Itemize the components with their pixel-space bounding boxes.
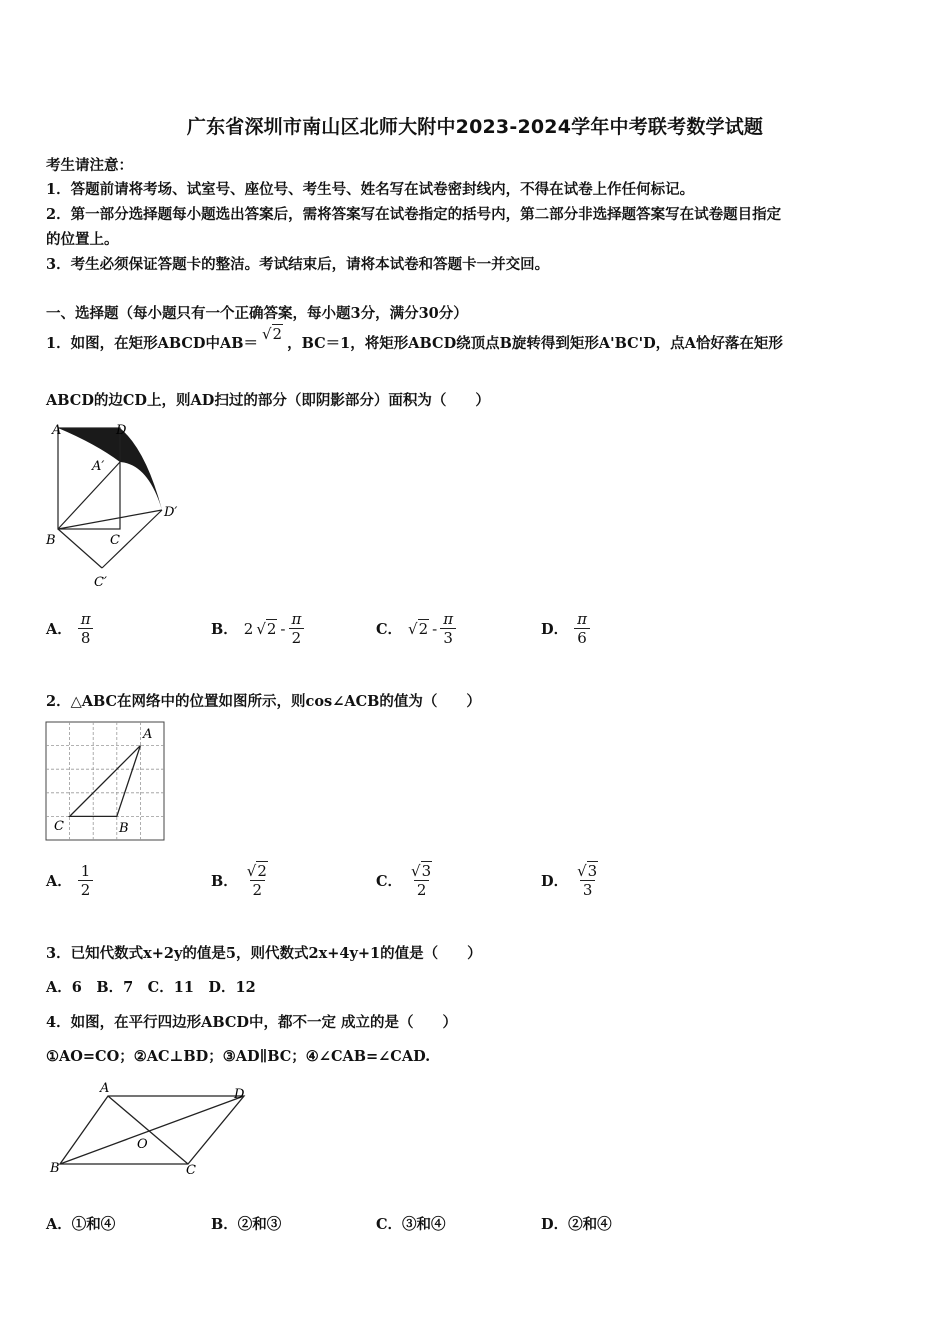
label-c: C bbox=[186, 1163, 196, 1178]
q4-option-c[interactable]: C．③和④ bbox=[376, 1216, 446, 1233]
label-a-prime: A′ bbox=[92, 459, 105, 474]
fraction: $\frac{√3}{2}$ bbox=[411, 862, 432, 899]
q4-option-a[interactable]: A．①和④ bbox=[46, 1216, 116, 1233]
label-c: C bbox=[54, 819, 64, 834]
q2-option-d[interactable] bbox=[541, 862, 601, 899]
q4-option-b[interactable]: B．②和③ bbox=[211, 1216, 282, 1233]
q1-figure bbox=[44, 420, 194, 590]
fraction: $\frac{1}{2}$ bbox=[78, 862, 94, 899]
label-a: A bbox=[143, 727, 153, 742]
question-2: 2．△ABC在网络中的位置如图所示，则cos∠ACB的值为（ ） bbox=[46, 693, 481, 710]
label-c-prime: C′ bbox=[94, 575, 107, 590]
page-title: 广东省深圳市南山区北师大附中2023-2024学年中考联考数学试题 bbox=[186, 116, 764, 138]
option-label: C． bbox=[376, 873, 403, 890]
notice-item: 2．第一部分选择题每小题选出答案后，需将答案写在试卷指定的括号内，第二部分非选择题答案写在试卷题目指定 bbox=[46, 206, 782, 223]
label-c: C bbox=[110, 533, 120, 548]
question-3: 3．已知代数式x+2y的值是5，则代数式2x+4y+1的值是（ ） bbox=[46, 945, 482, 962]
q2-option-a[interactable] bbox=[46, 862, 93, 899]
option-label: B． bbox=[211, 621, 238, 638]
fraction: $\frac{\pi}{8}$ bbox=[78, 610, 94, 647]
sqrt-radicand: 2 bbox=[272, 325, 283, 343]
question-1-line2: ABCD的边CD上，则AD扫过的部分（即阴影部分）面积为（ ） bbox=[46, 392, 490, 409]
q4-option-d[interactable]: D．②和④ bbox=[541, 1216, 612, 1233]
q2-option-c[interactable] bbox=[376, 862, 435, 899]
q1-option-d[interactable] bbox=[541, 610, 590, 647]
notice-item: 3．考生必须保证答题卡的整洁。考试结束后，请将本试卷和答题卡一并交回。 bbox=[46, 256, 550, 273]
q3-options[interactable]: A．6 B．7 C．11 D．12 bbox=[46, 979, 256, 996]
option-label: A． bbox=[46, 621, 72, 638]
q1-option-b[interactable] bbox=[211, 610, 304, 647]
option-label: D． bbox=[541, 873, 569, 890]
fraction: $\frac{\pi}{6}$ bbox=[574, 610, 590, 647]
label-b: B bbox=[50, 1161, 60, 1176]
question-4: 4．如图，在平行四边形ABCD中，都不一定 成立的是（ ） bbox=[46, 1014, 458, 1031]
shaded-region bbox=[58, 428, 162, 510]
notice-item: 1．答题前请将考场、试室号、座位号、考生号、姓名写在试卷密封线内，不得在试卷上作任何标记。 bbox=[46, 181, 695, 198]
label-d: D bbox=[116, 423, 127, 438]
label-o: O bbox=[137, 1137, 148, 1152]
question-1-line1 bbox=[46, 325, 783, 353]
q1-text-a: 1．如图，在矩形ABCD中AB＝ bbox=[46, 335, 258, 352]
option-label: D． bbox=[541, 621, 569, 638]
q1-option-a[interactable] bbox=[46, 610, 94, 647]
label-d: D bbox=[234, 1087, 245, 1102]
q4-parallelogram-figure bbox=[44, 1076, 264, 1180]
label-b: B bbox=[46, 533, 56, 548]
option-label: A． bbox=[46, 873, 72, 890]
sqrt-expression: √2 bbox=[261, 325, 283, 343]
label-b: B bbox=[119, 821, 129, 836]
q1-option-c[interactable] bbox=[376, 610, 456, 647]
q2-grid-figure bbox=[44, 720, 168, 844]
option-expression: √2 - $\frac{\pi}{3}$ bbox=[408, 610, 456, 647]
notice-heading: 考生请注意： bbox=[46, 157, 133, 174]
q4-conditions: ①AO=CO；②AC⊥BD；③AD∥BC；④∠CAB=∠CAD. bbox=[46, 1048, 431, 1065]
q2-option-b[interactable] bbox=[211, 862, 271, 899]
label-a: A bbox=[52, 423, 62, 438]
fraction: $\frac{√2}{2}$ bbox=[246, 862, 267, 899]
option-label: C． bbox=[376, 621, 403, 638]
notice-item: 的位置上。 bbox=[46, 231, 119, 248]
label-a: A bbox=[100, 1081, 110, 1096]
section-heading: 一、选择题（每小题只有一个正确答案，每小题3分，满分30分） bbox=[46, 305, 468, 322]
label-d-prime: D′ bbox=[164, 505, 178, 520]
option-expression: 2 √2 - $\frac{\pi}{2}$ bbox=[244, 610, 305, 647]
q1-text-b: ，BC＝1，将矩形ABCD绕顶点B旋转得到矩形A'BC'D，点A恰好落在矩形 bbox=[287, 335, 783, 352]
option-label: B． bbox=[211, 873, 238, 890]
triangle-abc bbox=[70, 746, 141, 817]
fraction: $\frac{√3}{3}$ bbox=[577, 862, 598, 899]
